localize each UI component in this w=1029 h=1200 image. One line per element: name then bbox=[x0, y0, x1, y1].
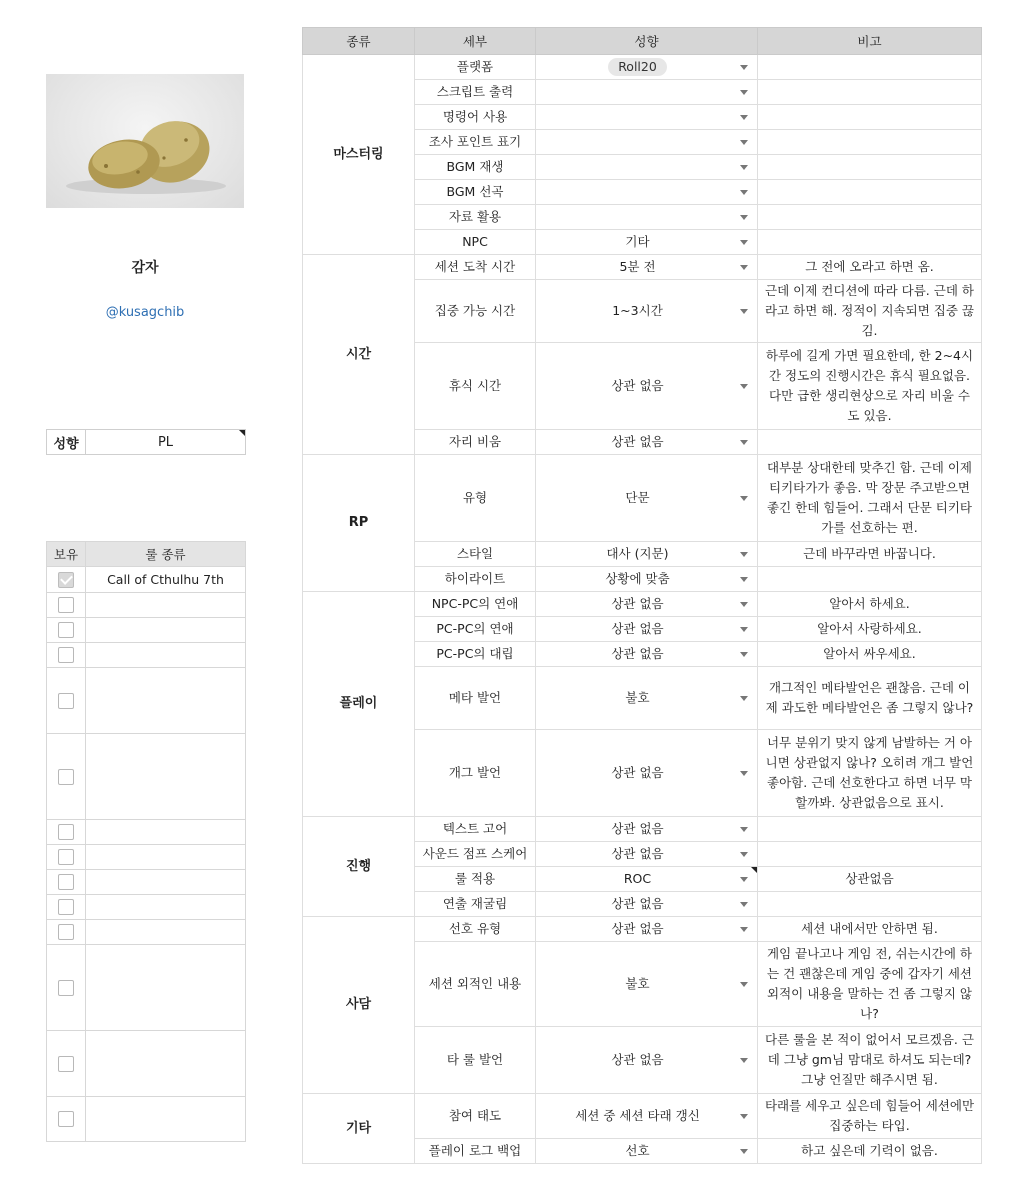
rule-name[interactable] bbox=[86, 945, 246, 1031]
rule-owned-checkbox[interactable] bbox=[58, 769, 74, 785]
value-dropdown[interactable] bbox=[536, 1139, 758, 1164]
rules-checkbox-cell bbox=[47, 643, 86, 668]
dropdown-arrow-icon[interactable] bbox=[740, 1114, 748, 1119]
rule-owned-checkbox[interactable] bbox=[58, 693, 74, 709]
rules-checkbox-cell bbox=[47, 945, 86, 1031]
note-cell: 대부분 상대한테 맞추긴 함. 근데 이제 티키타가가 좋음. 막 장문 주고받으면 좋긴 한데 힘들어. 그래서 단문 티키타가를 선호하는 편. bbox=[758, 455, 982, 542]
rules-header-owned: 보유 bbox=[47, 542, 86, 567]
value-text: 선호 bbox=[625, 1143, 650, 1158]
value-text: Roll20 bbox=[608, 58, 667, 76]
detail-cell: NPC bbox=[415, 230, 536, 255]
dropdown-arrow-icon[interactable] bbox=[740, 440, 748, 445]
detail-cell: 개그 발언 bbox=[415, 730, 536, 817]
rule-name[interactable] bbox=[86, 845, 246, 870]
value-dropdown[interactable] bbox=[536, 280, 758, 343]
value-dropdown[interactable] bbox=[536, 817, 758, 842]
rules-row bbox=[47, 618, 246, 643]
preference-value-cell[interactable] bbox=[86, 430, 245, 454]
dropdown-arrow-icon[interactable] bbox=[740, 215, 748, 220]
detail-cell: 타 룰 발언 bbox=[415, 1027, 536, 1094]
value-dropdown[interactable] bbox=[536, 867, 758, 892]
dropdown-arrow-icon[interactable] bbox=[740, 1058, 748, 1063]
note-marker bbox=[239, 430, 245, 436]
rules-row bbox=[47, 945, 246, 1031]
value-text: 상관 없음 bbox=[611, 896, 664, 911]
value-dropdown[interactable] bbox=[536, 155, 758, 180]
header-note: 비고 bbox=[758, 28, 982, 55]
rules-row bbox=[47, 593, 246, 618]
detail-cell: PC-PC의 대립 bbox=[415, 642, 536, 667]
value-dropdown[interactable] bbox=[536, 667, 758, 730]
value-text: 단문 bbox=[625, 490, 650, 505]
dropdown-arrow-icon[interactable] bbox=[740, 90, 748, 95]
note-cell bbox=[758, 892, 982, 917]
detail-cell: 자료 활용 bbox=[415, 205, 536, 230]
dropdown-arrow-icon[interactable] bbox=[740, 140, 748, 145]
value-dropdown[interactable] bbox=[536, 942, 758, 1027]
note-cell bbox=[758, 430, 982, 455]
value-dropdown[interactable] bbox=[536, 105, 758, 130]
dropdown-arrow-icon[interactable] bbox=[740, 115, 748, 120]
value-dropdown[interactable] bbox=[536, 892, 758, 917]
note-cell bbox=[758, 205, 982, 230]
value-dropdown[interactable] bbox=[536, 642, 758, 667]
detail-cell: 사운드 점프 스케어 bbox=[415, 842, 536, 867]
table-row bbox=[303, 55, 982, 80]
potato-image bbox=[46, 74, 244, 208]
rules-checkbox-cell bbox=[47, 845, 86, 870]
rule-owned-checkbox[interactable] bbox=[58, 980, 74, 996]
note-cell bbox=[758, 180, 982, 205]
detail-cell: 룰 적용 bbox=[415, 867, 536, 892]
detail-cell: 유형 bbox=[415, 455, 536, 542]
rule-owned-checkbox[interactable] bbox=[58, 597, 74, 613]
detail-cell: 휴식 시간 bbox=[415, 343, 536, 430]
dropdown-arrow-icon[interactable] bbox=[740, 1149, 748, 1154]
rules-checkbox-cell bbox=[47, 734, 86, 820]
rule-owned-checkbox[interactable] bbox=[58, 924, 74, 940]
rule-name[interactable] bbox=[86, 920, 246, 945]
rules-checkbox-cell bbox=[47, 618, 86, 643]
table-row bbox=[303, 917, 982, 942]
rules-checkbox-cell bbox=[47, 820, 86, 845]
dropdown-arrow-icon[interactable] bbox=[740, 384, 748, 389]
dropdown-arrow-icon[interactable] bbox=[740, 240, 748, 245]
detail-cell: 스타일 bbox=[415, 542, 536, 567]
note-cell bbox=[758, 230, 982, 255]
note-cell: 알아서 싸우세요. bbox=[758, 642, 982, 667]
detail-cell: 집중 가능 시간 bbox=[415, 280, 536, 343]
detail-cell: BGM 선곡 bbox=[415, 180, 536, 205]
note-cell: 개그적인 메타발언은 괜찮음. 근데 이제 과도한 메타발언은 좀 그렇지 않나? bbox=[758, 667, 982, 730]
dropdown-arrow-icon[interactable] bbox=[740, 652, 748, 657]
note-cell bbox=[758, 55, 982, 80]
table-row bbox=[303, 817, 982, 842]
note-cell: 세션 내에서만 안하면 됨. bbox=[758, 917, 982, 942]
value-text: 상관 없음 bbox=[611, 434, 664, 449]
note-cell: 근데 이제 컨디션에 따라 다름. 근데 하라고 하면 해. 정적이 지속되면 집중 끊김. bbox=[758, 280, 982, 343]
detail-cell: 조사 포인트 표기 bbox=[415, 130, 536, 155]
note-cell: 다른 룰을 본 적이 없어서 모르겠음. 근데 그냥 gm님 맘대로 하셔도 되는데? 그냥 언질만 해주시면 됨. bbox=[758, 1027, 982, 1094]
detail-cell: 스크립트 출력 bbox=[415, 80, 536, 105]
rules-header-type: 룰 종류 bbox=[86, 542, 246, 567]
note-cell bbox=[758, 155, 982, 180]
value-dropdown[interactable] bbox=[536, 592, 758, 617]
table-row bbox=[303, 1094, 982, 1139]
preference-label: 성향 bbox=[47, 430, 86, 454]
rule-owned-checkbox[interactable] bbox=[58, 572, 74, 588]
rule-owned-checkbox[interactable] bbox=[58, 1056, 74, 1072]
value-dropdown[interactable] bbox=[536, 55, 758, 80]
rule-owned-checkbox[interactable] bbox=[58, 1111, 74, 1127]
detail-cell: 메타 발언 bbox=[415, 667, 536, 730]
value-dropdown[interactable] bbox=[536, 130, 758, 155]
note-cell: 하고 싶은데 기력이 없음. bbox=[758, 1139, 982, 1164]
category-cell: RP bbox=[303, 455, 415, 592]
value-text: 상관 없음 bbox=[611, 646, 664, 661]
rule-name[interactable] bbox=[86, 593, 246, 618]
value-text: 5분 전 bbox=[619, 259, 656, 274]
value-text: 기타 bbox=[625, 234, 650, 249]
value-dropdown[interactable] bbox=[536, 180, 758, 205]
rule-name[interactable] bbox=[86, 820, 246, 845]
dropdown-arrow-icon[interactable] bbox=[740, 552, 748, 557]
rules-row bbox=[47, 870, 246, 895]
detail-cell: 명령어 사용 bbox=[415, 105, 536, 130]
rule-owned-checkbox[interactable] bbox=[58, 849, 74, 865]
rule-name[interactable] bbox=[86, 643, 246, 668]
value-text: 불호 bbox=[625, 976, 650, 991]
value-text: 상관 없음 bbox=[611, 378, 664, 393]
detail-cell: 플랫폼 bbox=[415, 55, 536, 80]
rule-name[interactable] bbox=[86, 668, 246, 734]
rules-row bbox=[47, 734, 246, 820]
value-text: 1~3시간 bbox=[612, 303, 663, 318]
detail-cell: NPC-PC의 연애 bbox=[415, 592, 536, 617]
detail-cell: 하이라이트 bbox=[415, 567, 536, 592]
value-dropdown[interactable] bbox=[536, 80, 758, 105]
detail-cell: BGM 재생 bbox=[415, 155, 536, 180]
note-cell bbox=[758, 105, 982, 130]
dropdown-arrow-icon[interactable] bbox=[740, 902, 748, 907]
value-text: 불호 bbox=[625, 690, 650, 705]
rules-checkbox-cell bbox=[47, 567, 86, 593]
dropdown-arrow-icon[interactable] bbox=[740, 165, 748, 170]
note-cell: 알아서 사랑하세요. bbox=[758, 617, 982, 642]
dropdown-arrow-icon[interactable] bbox=[740, 627, 748, 632]
detail-cell: 세션 도착 시간 bbox=[415, 255, 536, 280]
rules-row bbox=[47, 895, 246, 920]
dropdown-arrow-icon[interactable] bbox=[740, 877, 748, 882]
dropdown-arrow-icon[interactable] bbox=[740, 602, 748, 607]
rules-row bbox=[47, 920, 246, 945]
table-row bbox=[303, 455, 982, 542]
detail-cell: 플레이 로그 백업 bbox=[415, 1139, 536, 1164]
rule-name[interactable] bbox=[86, 618, 246, 643]
dropdown-arrow-icon[interactable] bbox=[740, 696, 748, 701]
dropdown-arrow-icon[interactable] bbox=[740, 852, 748, 857]
detail-cell: 연출 재굴림 bbox=[415, 892, 536, 917]
detail-cell: 참여 태도 bbox=[415, 1094, 536, 1139]
rule-name[interactable]: Call of Cthulhu 7th bbox=[86, 567, 246, 593]
rules-row bbox=[47, 567, 246, 593]
detail-cell: 세션 외적인 내용 bbox=[415, 942, 536, 1027]
detail-cell: PC-PC의 연애 bbox=[415, 617, 536, 642]
category-cell: 진행 bbox=[303, 817, 415, 917]
detail-cell: 자리 비움 bbox=[415, 430, 536, 455]
note-cell: 그 전에 오라고 하면 옴. bbox=[758, 255, 982, 280]
note-cell: 타래를 세우고 싶은데 힘들어 세션에만 집중하는 타입. bbox=[758, 1094, 982, 1139]
header-category: 종류 bbox=[303, 28, 415, 55]
value-dropdown[interactable] bbox=[536, 255, 758, 280]
rules-row bbox=[47, 668, 246, 734]
value-text: 상관 없음 bbox=[611, 821, 664, 836]
dropdown-arrow-icon[interactable] bbox=[740, 982, 748, 987]
value-dropdown[interactable] bbox=[536, 1094, 758, 1139]
dropdown-arrow-icon[interactable] bbox=[740, 496, 748, 501]
rules-row bbox=[47, 845, 246, 870]
rules-checkbox-cell bbox=[47, 668, 86, 734]
dropdown-arrow-icon[interactable] bbox=[740, 771, 748, 776]
rule-name[interactable] bbox=[86, 734, 246, 820]
value-text: 세션 중 세션 타래 갱신 bbox=[575, 1108, 700, 1123]
category-cell: 기타 bbox=[303, 1094, 415, 1164]
rules-checkbox-cell bbox=[47, 920, 86, 945]
value-dropdown[interactable] bbox=[536, 205, 758, 230]
category-cell: 플레이 bbox=[303, 592, 415, 817]
dropdown-arrow-icon[interactable] bbox=[740, 65, 748, 70]
preference-value: PL bbox=[157, 434, 174, 450]
dropdown-arrow-icon[interactable] bbox=[740, 827, 748, 832]
table-row bbox=[303, 255, 982, 280]
detail-cell: 텍스트 고어 bbox=[415, 817, 536, 842]
rules-checkbox-cell bbox=[47, 1031, 86, 1097]
rule-owned-checkbox[interactable] bbox=[58, 622, 74, 638]
profile-handle[interactable]: @kusagchib bbox=[105, 305, 185, 320]
value-text: ROC bbox=[623, 871, 652, 886]
value-dropdown[interactable] bbox=[536, 917, 758, 942]
preference-field bbox=[46, 429, 246, 455]
rule-name[interactable] bbox=[86, 1097, 246, 1142]
value-text: 상관 없음 bbox=[611, 846, 664, 861]
rule-owned-checkbox[interactable] bbox=[58, 647, 74, 663]
value-dropdown[interactable] bbox=[536, 455, 758, 542]
value-dropdown[interactable] bbox=[536, 730, 758, 817]
value-dropdown[interactable] bbox=[536, 1027, 758, 1094]
note-cell bbox=[758, 80, 982, 105]
note-cell: 알아서 하세요. bbox=[758, 592, 982, 617]
preference-table bbox=[302, 27, 982, 1164]
note-cell: 너무 분위기 맞지 않게 남발하는 거 아니면 상관없지 않나? 오히려 개그 발언 좋아함. 근데 선호한다고 하면 너무 막 할까봐. 상관없음으로 표시. bbox=[758, 730, 982, 817]
value-dropdown[interactable] bbox=[536, 343, 758, 430]
value-dropdown[interactable] bbox=[536, 430, 758, 455]
rule-name[interactable] bbox=[86, 1031, 246, 1097]
dropdown-arrow-icon[interactable] bbox=[740, 577, 748, 582]
value-dropdown[interactable] bbox=[536, 542, 758, 567]
profile-name: 감자 bbox=[131, 260, 159, 276]
rule-owned-checkbox[interactable] bbox=[58, 899, 74, 915]
note-cell bbox=[758, 567, 982, 592]
rule-name[interactable] bbox=[86, 870, 246, 895]
category-cell: 시간 bbox=[303, 255, 415, 455]
value-text: 상관 없음 bbox=[611, 596, 664, 611]
note-cell: 게임 끝나고나 게임 전, 쉬는시간에 하는 건 괜찮은데 게임 중에 갑자기 세션 외적이 내용을 말하는 건 좀 그렇지 않나? bbox=[758, 942, 982, 1027]
note-cell: 하루에 길게 가면 필요한데, 한 2~4시간 정도의 진행시간은 휴식 필요없음. 다만 급한 생리현상으로 자리 비울 수도 있음. bbox=[758, 343, 982, 430]
value-dropdown[interactable] bbox=[536, 842, 758, 867]
rules-row bbox=[47, 820, 246, 845]
rules-checkbox-cell bbox=[47, 895, 86, 920]
value-dropdown[interactable] bbox=[536, 567, 758, 592]
header-detail: 세부 bbox=[415, 28, 536, 55]
rules-row bbox=[47, 643, 246, 668]
value-text: 대사 (지문) bbox=[606, 546, 669, 561]
note-cell bbox=[758, 817, 982, 842]
rules-checkbox-cell bbox=[47, 870, 86, 895]
note-cell: 상관없음 bbox=[758, 867, 982, 892]
rules-row bbox=[47, 1097, 246, 1142]
profile-photo bbox=[46, 74, 244, 208]
category-cell: 사담 bbox=[303, 917, 415, 1094]
dropdown-arrow-icon[interactable] bbox=[740, 265, 748, 270]
detail-cell: 선호 유형 bbox=[415, 917, 536, 942]
note-cell bbox=[758, 130, 982, 155]
table-row bbox=[303, 592, 982, 617]
category-cell: 마스터링 bbox=[303, 55, 415, 255]
value-text: 상관 없음 bbox=[611, 921, 664, 936]
rule-owned-checkbox[interactable] bbox=[58, 874, 74, 890]
rule-name[interactable] bbox=[86, 895, 246, 920]
dropdown-arrow-icon[interactable] bbox=[740, 927, 748, 932]
note-cell: 근데 바꾸라면 바꿉니다. bbox=[758, 542, 982, 567]
value-text: 상관 없음 bbox=[611, 765, 664, 780]
rules-checkbox-cell bbox=[47, 593, 86, 618]
dropdown-arrow-icon[interactable] bbox=[740, 190, 748, 195]
rules-row bbox=[47, 1031, 246, 1097]
value-text: 상관 없음 bbox=[611, 621, 664, 636]
rule-owned-checkbox[interactable] bbox=[58, 824, 74, 840]
header-value: 성향 bbox=[536, 28, 758, 55]
value-text: 상황에 맞춤 bbox=[605, 571, 670, 586]
dropdown-arrow-icon[interactable] bbox=[740, 309, 748, 314]
value-dropdown[interactable] bbox=[536, 230, 758, 255]
value-dropdown[interactable] bbox=[536, 617, 758, 642]
value-text: 상관 없음 bbox=[611, 1052, 664, 1067]
rules-table bbox=[46, 541, 246, 1142]
rules-checkbox-cell bbox=[47, 1097, 86, 1142]
note-cell bbox=[758, 842, 982, 867]
